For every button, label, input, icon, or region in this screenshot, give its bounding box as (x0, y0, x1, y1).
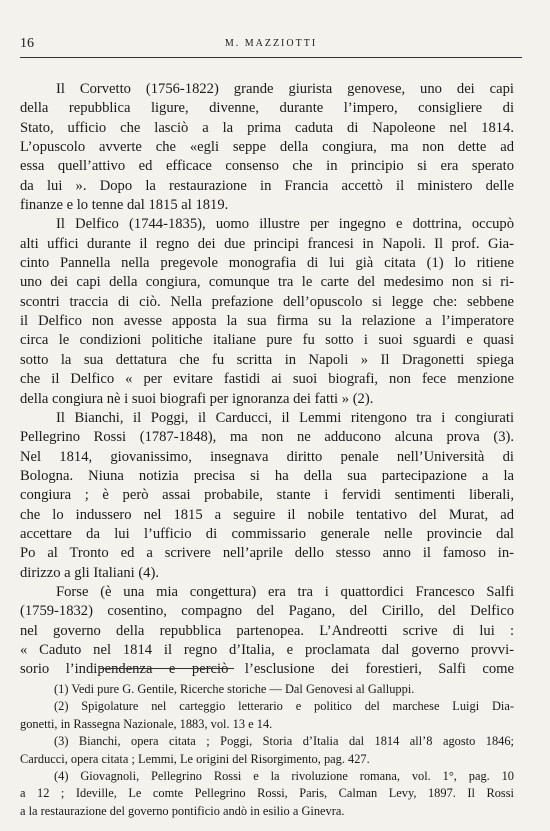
body-line: che il Delfico « per evitare fastidi ai suoi biografi, non fece menzione (20, 371, 514, 388)
body-line: Nel 1814, giovanissimo, insegnava diritto penale nell’Università di (20, 448, 514, 465)
body-line: sotto la sua dettatura che fu scritta in Napoli » Il Dragonetti spiega (20, 351, 514, 368)
body-line: della repubblica ligure, divenne, durante l’impero, consigliere di (20, 100, 514, 117)
body-line: Bologna. Niuna notizia precisa si ha della sua partecipazione a la (20, 467, 514, 484)
body-line: della congiura nè i suoi biografi per ignoranza dei fatti » (2). (20, 390, 374, 407)
header-rule (20, 57, 522, 58)
footnote-line: a la restaurazione del governo pontificio andò in esilio a Ginevra. (20, 803, 345, 818)
body-line: Il Corvetto (1756-1822) grande giurista genovese, uno dei capi (56, 81, 514, 97)
footnote-separator (100, 668, 234, 669)
footnotes (20, 681, 514, 820)
body-line: L’opuscolo avverte che «egli seppe della congiura, ma non dette ad (20, 139, 514, 156)
body-line: Forse (è una mia congettura) era tra i quattordici Francesco Salfi (56, 583, 514, 600)
body-line: il Delfico non avesse apposta la sua firma su la relazione a l’imperatore (20, 313, 514, 330)
body-line: « Caduto nel 1814 il regno d’Italia, e proclamata dal governo provvi- (20, 641, 514, 658)
body-line: Il Bianchi, il Poggi, il Carducci, il Lemmi ritengono tra i congiurati (56, 409, 514, 426)
body-line: dirizzo a gli Italiani (4). (20, 564, 159, 581)
page-header (20, 36, 522, 54)
running-head: M. MAZZIOTTI (224, 38, 318, 49)
body-line: congiura ; è però assai probabile, stante i fervidi sentimenti liberali, (20, 487, 514, 504)
body-line: cinto Pannella nella pregevole monografia di lui già citata (1) lo ritiene (20, 255, 514, 272)
body-line: alti uffici durante il regno dei due principi francesi in Napoli. Il prof. Gia- (20, 235, 514, 252)
body-line: scontri traccia di ciò. Nella prefazione dell’opuscolo si legge che: sebbene (20, 293, 514, 310)
body-line: circa le condizioni politiche italiane pure fu sotto i suoi sguardi e quasi (20, 332, 514, 349)
body-line: Po al Tronto ed a scrivere nell’aprile dello stesso anno il famoso in- (20, 545, 514, 562)
body-line: finanze e lo tenne dal 1815 al 1819. (20, 197, 229, 214)
body-line: nel governo della repubblica partenopea. L’Andreotti scrive di lui : (20, 622, 514, 639)
body-line: essa quell’attivo ed efficace consenso che in principio si era sperato (20, 158, 514, 175)
body-line: Stato, ufficio che lasciò a la prima caduta di Napoleone nel 1814. (20, 119, 514, 136)
body-line: (1759-1832) cosentino, compagno del Pagano, del Cirillo, del Delfico (20, 603, 514, 620)
footnote-line: (4) Giovagnoli, Pellegrino Rossi e la rivoluzione romana, vol. 1°, pag. 10 (54, 768, 514, 783)
footnote-line: (2) Spigolature nel carteggio letterario e politico del marchese Luigi Dia- (54, 699, 514, 714)
footnote-line: gonetti, in Rassegna Nazionale, 1883, vol. 13 e 14. (20, 716, 273, 731)
body-line: che lo indussero nel 1815 a seguire il nobile tentativo del Murat, ad (20, 506, 514, 523)
body-line: sorio l’indipendenza e perciò l’esclusione dei forestieri, Salfi come (20, 661, 514, 678)
footnote-line: (1) Vedi pure G. Gentile, Ricerche storiche — Dal Genovesi al Galluppi. (54, 682, 415, 696)
body-line: Pellegrino Rossi (1787-1848), ma non ne adducono alcuna prova (3). (20, 429, 514, 446)
page-number: 16 (20, 36, 34, 51)
footnote-line: Carducci, opera citata ; Lemmi, Le origini del Risorgimento, pag. 427. (20, 751, 370, 766)
body-line: Il Delfico (1744-1835), uomo illustre per ingegno e dottrina, occupò (56, 216, 514, 233)
footnote-line: (3) Bianchi, opera citata ; Poggi, Storia d’Italia dal 1814 all’8 agosto 1846; (54, 734, 514, 749)
body-line: accettare da lui l’ufficio di commissario generale nelle provincie dal (20, 525, 514, 542)
body-text (20, 80, 514, 680)
footnote-line: a 12 ; Ideville, Le comte Pellegrino Rossi, Paris, Calman Levy, 1897. Il Rossi (20, 786, 514, 801)
body-line: da lui ». Dopo la restaurazione in Francia accettò il ministero delle (20, 177, 514, 194)
body-line: uno dei capi della congiura, comunque tra le carte del medesimo non si ri- (20, 274, 514, 291)
